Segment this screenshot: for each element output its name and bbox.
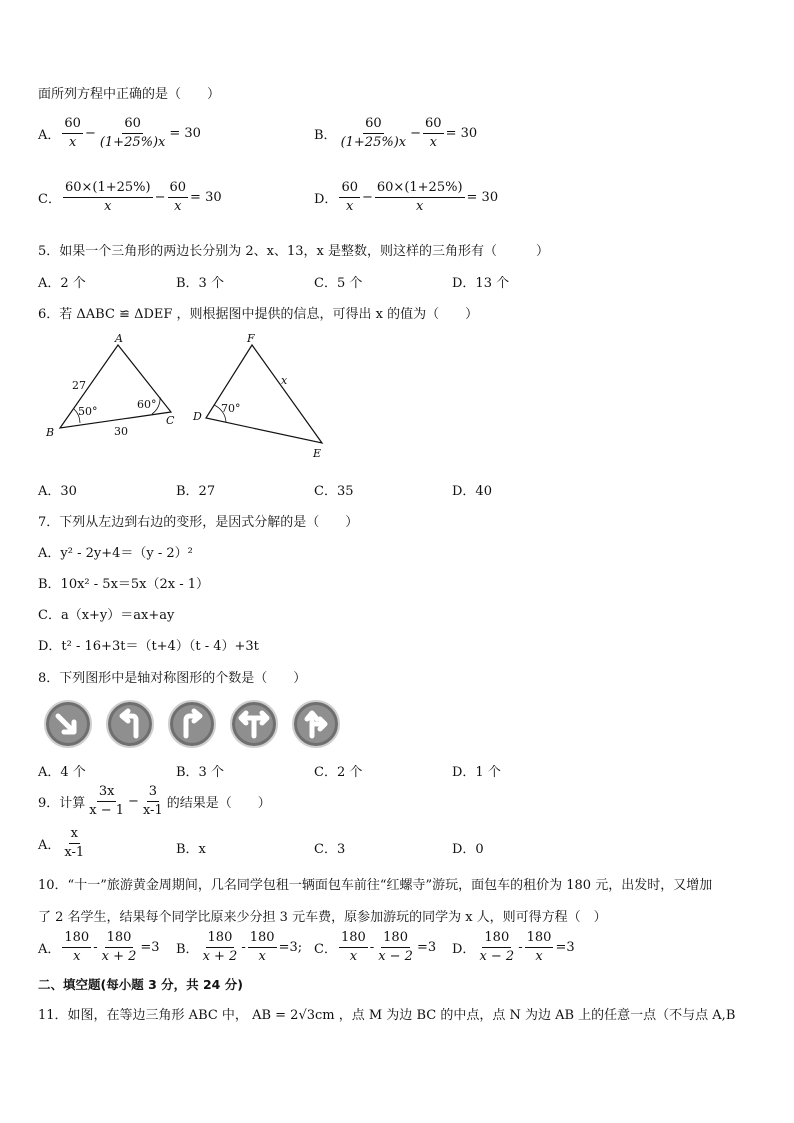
q7-option-c[interactable]: C．a（x+y）＝ax+ay	[38, 608, 175, 623]
side-bc-label: 30	[114, 425, 128, 438]
fraction: $\frac{3x}{x - 1}$	[89, 784, 125, 818]
vertex-b: B	[46, 426, 55, 439]
option-label: C．	[38, 192, 61, 207]
q8-stem: 8．下列图形中是轴对称图形的个数是（ ）	[38, 671, 307, 686]
q4-stem: 面所列方程中正确的是（ ）	[38, 87, 221, 102]
fraction: $\frac{180}{x + 2}$	[101, 930, 137, 964]
angle-b-label: 50°	[78, 405, 98, 418]
vertex-e: E	[313, 447, 322, 460]
q6-option-c[interactable]: C．35	[314, 484, 354, 499]
fraction: $\frac{180}{x - 2}$	[378, 930, 413, 964]
q5-option-d[interactable]: D．13 个	[452, 276, 510, 291]
arrow-down-right-sign-icon	[44, 700, 92, 748]
traffic-signs	[44, 700, 340, 748]
q8-option-b[interactable]: B．3 个	[176, 765, 224, 780]
q8-option-c[interactable]: C．2 个	[314, 765, 363, 780]
q11-stem: 11．如图，在等边三角形 ABC 中， AB = 2√3cm ，点 M 为边 BC 的中点，点 N 为边 AB 上的任意一点（不与点 A,B	[38, 1008, 736, 1023]
q10-stem-line1: 10．“十一”旅游黄金周期间，几名同学包租一辆面包车前往“红螺寺”游玩，面包车的租价为 180 元，出发时，又增加	[38, 878, 713, 893]
vertex-d: D	[193, 410, 202, 423]
q6-option-d[interactable]: D．40	[452, 484, 492, 499]
fraction: $\frac{180}{x}$	[249, 930, 275, 964]
q5-stem: 5．如果一个三角形的两边长分别为 2、x、13，x 是整数，则这样的三角形有（ ）	[38, 244, 550, 259]
triangle-def	[206, 345, 322, 443]
q6-option-a[interactable]: A．30	[38, 484, 77, 499]
q10-option-b[interactable]: B． $\frac{180}{x + 2}$ - $\frac{180}{x}$ =3;	[176, 930, 303, 964]
fraction: $\frac{60}{x}$	[341, 180, 358, 214]
q10-option-c[interactable]: C． $\frac{180}{x}$ - $\frac{180}{x - 2}$ =3	[314, 930, 437, 964]
triangles-figure	[36, 330, 346, 460]
section-heading: 二、填空题(每小题 3 分，共 24 分)	[38, 977, 243, 992]
fraction: $\frac{x}{x-1}$	[64, 826, 85, 860]
side-ab-label: 27	[72, 379, 86, 392]
vertex-a: A	[115, 332, 123, 345]
q10-option-d[interactable]: D． $\frac{180}{x - 2}$ - $\frac{180}{x}$ =3	[452, 930, 575, 964]
angle-c-label: 60°	[137, 398, 157, 411]
q5-option-b[interactable]: B．3 个	[176, 276, 224, 291]
t-junction-sign-icon	[230, 700, 278, 748]
fraction: $\frac{180}{x}$	[64, 930, 90, 964]
q5-option-c[interactable]: C．5 个	[314, 276, 363, 291]
q10-stem-line2: 了 2 名学生，结果每个同学比原来少分担 3 元车费，原参加游玩的同学为 x 人，则可得方程（ ）	[38, 910, 607, 925]
fraction: $\frac{60}{(1+25\%)x}$	[99, 116, 166, 150]
q7-option-a[interactable]: A．y² - 2y+4＝（y - 2）²	[38, 546, 193, 561]
q5-option-a[interactable]: A．2 个	[38, 276, 86, 291]
straight-or-right-sign-icon	[292, 700, 340, 748]
fraction: $\frac{60}{x}$	[425, 116, 442, 150]
fraction: $\frac{60}{x}$	[169, 180, 187, 214]
q7-stem: 7．下列从左边到右边的变形，是因式分解的是（ ）	[38, 515, 359, 530]
q6-option-b[interactable]: B．27	[176, 484, 216, 499]
q4-option-d[interactable]: D． $\frac{60}{x}$ − $\frac{60\times(1+25\%)}{x}$ = 30	[314, 180, 499, 214]
q6-stem: 6．若 ΔABC ≌ ΔDEF ，则根据图中提供的信息，可得出 x 的值为（ ）	[38, 307, 479, 322]
q8-option-d[interactable]: D．1 个	[452, 765, 501, 780]
q8-option-a[interactable]: A．4 个	[38, 765, 86, 780]
fraction: $\frac{60}{(1+25\%)x}$	[340, 116, 407, 150]
option-label: D．	[314, 192, 338, 207]
fraction: $\frac{180}{x}$	[526, 930, 552, 964]
fraction: $\frac{180}{x - 2}$	[479, 930, 515, 964]
angle-d-label: 70°	[221, 402, 241, 415]
q4-option-a[interactable]: A． $\frac{60}{x}$ − $\frac{60}{(1+25\%)x}$ = 30	[38, 116, 201, 150]
side-fe-label: x	[281, 374, 288, 387]
q4-option-b[interactable]: B． $\frac{60}{(1+25\%)x}$ − $\frac{60}{x}$ = 30	[314, 116, 478, 150]
vertex-f: F	[247, 332, 255, 345]
q9-stem: 9．计算 $\frac{3x}{x - 1}$ − $\frac{3}{x-1}$ 的结果是（ ）	[38, 784, 271, 818]
q7-option-b[interactable]: B．10x² - 5x＝5x（2x - 1）	[38, 577, 210, 592]
q9-option-d[interactable]: D．0	[452, 842, 484, 857]
q9-option-a[interactable]: A． $\frac{x}{x-1}$	[38, 826, 85, 860]
fraction: $\frac{60\times(1+25\%)}{x}$	[376, 180, 463, 214]
turn-right-sign-icon	[168, 700, 216, 748]
q7-option-d[interactable]: D．t² - 16+3t＝（t+4）（t - 4）+3t	[38, 639, 259, 654]
fraction: $\frac{60\times(1+25\%)}{x}$	[64, 180, 151, 214]
q4-option-c[interactable]: C． $\frac{60\times(1+25\%)}{x}$ − $\frac{60}{x}$ = 30	[38, 180, 222, 214]
fraction: $\frac{3}{x-1}$	[142, 784, 163, 818]
fraction: $\frac{180}{x}$	[340, 930, 366, 964]
q9-option-b[interactable]: B．x	[176, 842, 206, 857]
q9-option-c[interactable]: C．3	[314, 842, 346, 857]
turn-left-sign-icon	[106, 700, 154, 748]
fraction: $\frac{60}{x}$	[64, 116, 81, 150]
option-label: A．	[38, 128, 61, 143]
q10-option-a[interactable]: A． $\frac{180}{x}$ - $\frac{180}{x + 2}$ =3	[38, 930, 160, 964]
option-label: B．	[314, 128, 337, 143]
vertex-c: C	[166, 414, 175, 427]
fraction: $\frac{180}{x + 2}$	[202, 930, 238, 964]
